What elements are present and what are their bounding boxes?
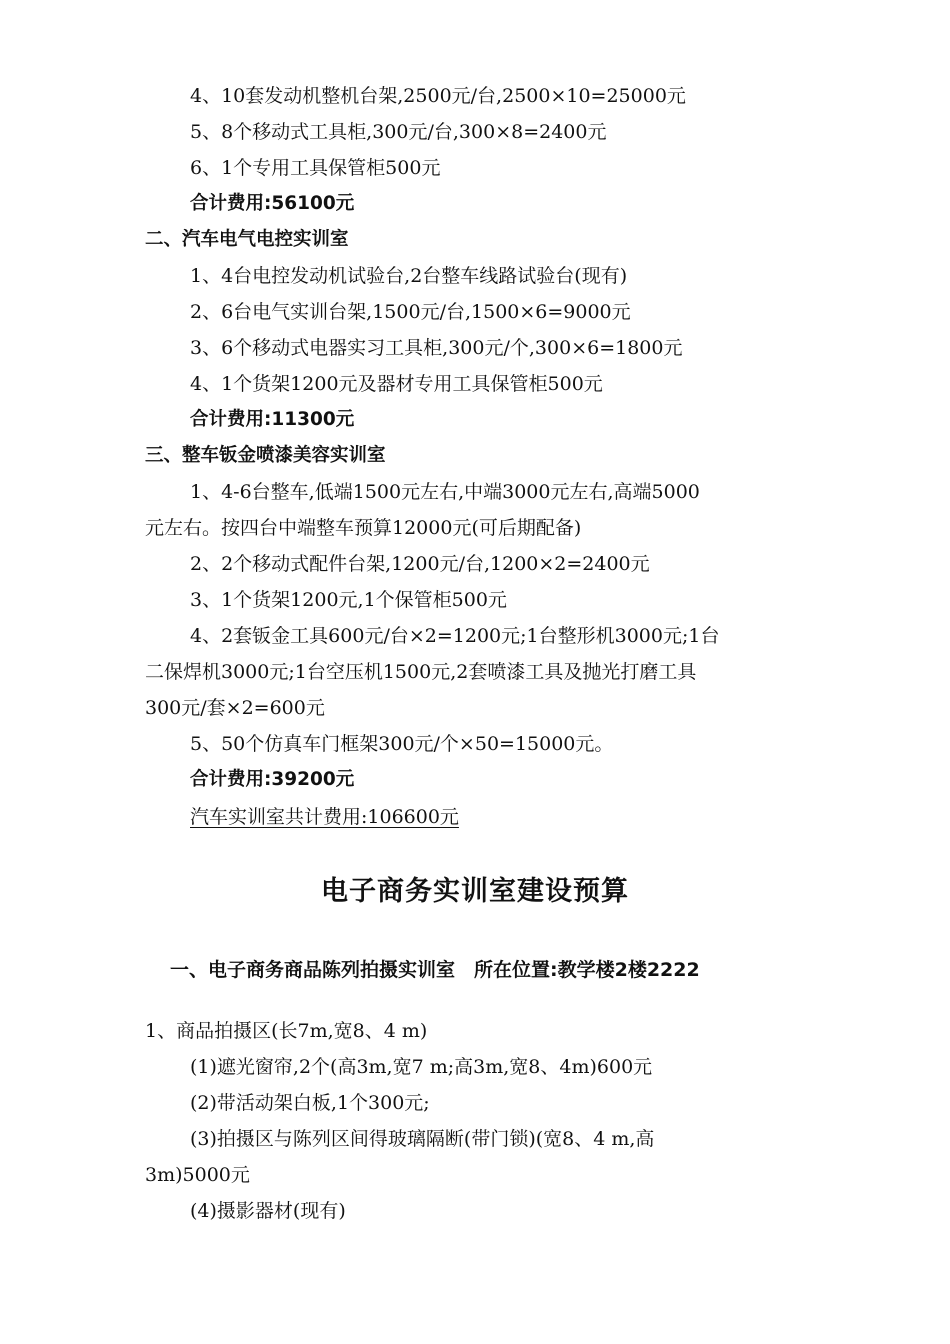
item-bodywork-tools-line2: 二保焊机3000元;1台空压机1500元,2套喷漆工具及抛光打磨工具 xyxy=(145,661,697,683)
ecommerce-item-area: 1、商品拍摄区(长7m,宽8、4 m) xyxy=(145,1020,428,1042)
item-vehicles-line1: 1、4-6台整车,低端1500元左右,中端3000元左右,高端5000 xyxy=(190,481,700,503)
item-test-benches: 1、4台电控发动机试验台,2台整车线路试验台(现有) xyxy=(190,265,628,287)
item-door-frames: 5、50个仿真车门框架300元/个×50=15000元。 xyxy=(190,733,614,755)
item-shelf-storage: 4、1个货架1200元及器材专用工具保管柜500元 xyxy=(190,373,603,395)
item-electrical-cabinets: 3、6个移动式电器实习工具柜,300元/个,300×6=1800元 xyxy=(190,337,683,359)
item-bodywork-tools-line1: 4、2套钣金工具600元/台×2=1200元;1台整形机3000元;1台 xyxy=(190,625,720,647)
ecommerce-item-curtains: (1)遮光窗帘,2个(高3m,宽7 m;高3m,宽8、4m)600元 xyxy=(190,1056,653,1078)
item-bodywork-tools-line3: 300元/套×2=600元 xyxy=(145,697,325,719)
item-shelf-cabinet: 3、1个货架1200元,1个保管柜500元 xyxy=(190,589,507,611)
subtotal-3: 合计费用:39200元 xyxy=(190,769,355,790)
section-heading-bodywork: 三、整车钣金喷漆美容实训室 xyxy=(145,445,386,466)
ecommerce-item-camera: (4)摄影器材(现有) xyxy=(190,1200,346,1222)
section-heading-electrical: 二、汽车电气电控实训室 xyxy=(145,229,349,250)
item-tool-cabinets: 5、8个移动式工具柜,300元/台,300×8=2400元 xyxy=(190,121,607,143)
subtotal-2: 合计费用:11300元 xyxy=(190,409,355,430)
grand-total: 汽车实训室共计费用:106600元 xyxy=(190,806,459,828)
item-electrical-stands: 2、6台电气实训台架,1500元/台,1500×6=9000元 xyxy=(190,301,631,323)
ecommerce-subheading: 一、电子商务商品陈列拍摄实训室 所在位置:教学楼2楼2222 xyxy=(170,959,700,981)
subtotal-1: 合计费用:56100元 xyxy=(190,193,355,214)
item-vehicles-line2: 元左右。按四台中端整车预算12000元(可后期配备) xyxy=(145,517,582,539)
ecommerce-item-partition-line2: 3m)5000元 xyxy=(145,1164,250,1186)
ecommerce-item-whiteboard: (2)带活动架白板,1个300元; xyxy=(190,1092,430,1114)
item-tool-storage: 6、1个专用工具保管柜500元 xyxy=(190,157,441,179)
ecommerce-item-partition-line1: (3)拍摄区与陈列区间得玻璃隔断(带门锁)(宽8、4 m,高 xyxy=(190,1128,655,1150)
item-parts-stands: 2、2个移动式配件台架,1200元/台,1200×2=2400元 xyxy=(190,553,650,575)
ecommerce-title: 电子商务实训室建设预算 xyxy=(321,876,629,907)
item-engine-stands: 4、10套发动机整机台架,2500元/台,2500×10=25000元 xyxy=(190,85,686,107)
